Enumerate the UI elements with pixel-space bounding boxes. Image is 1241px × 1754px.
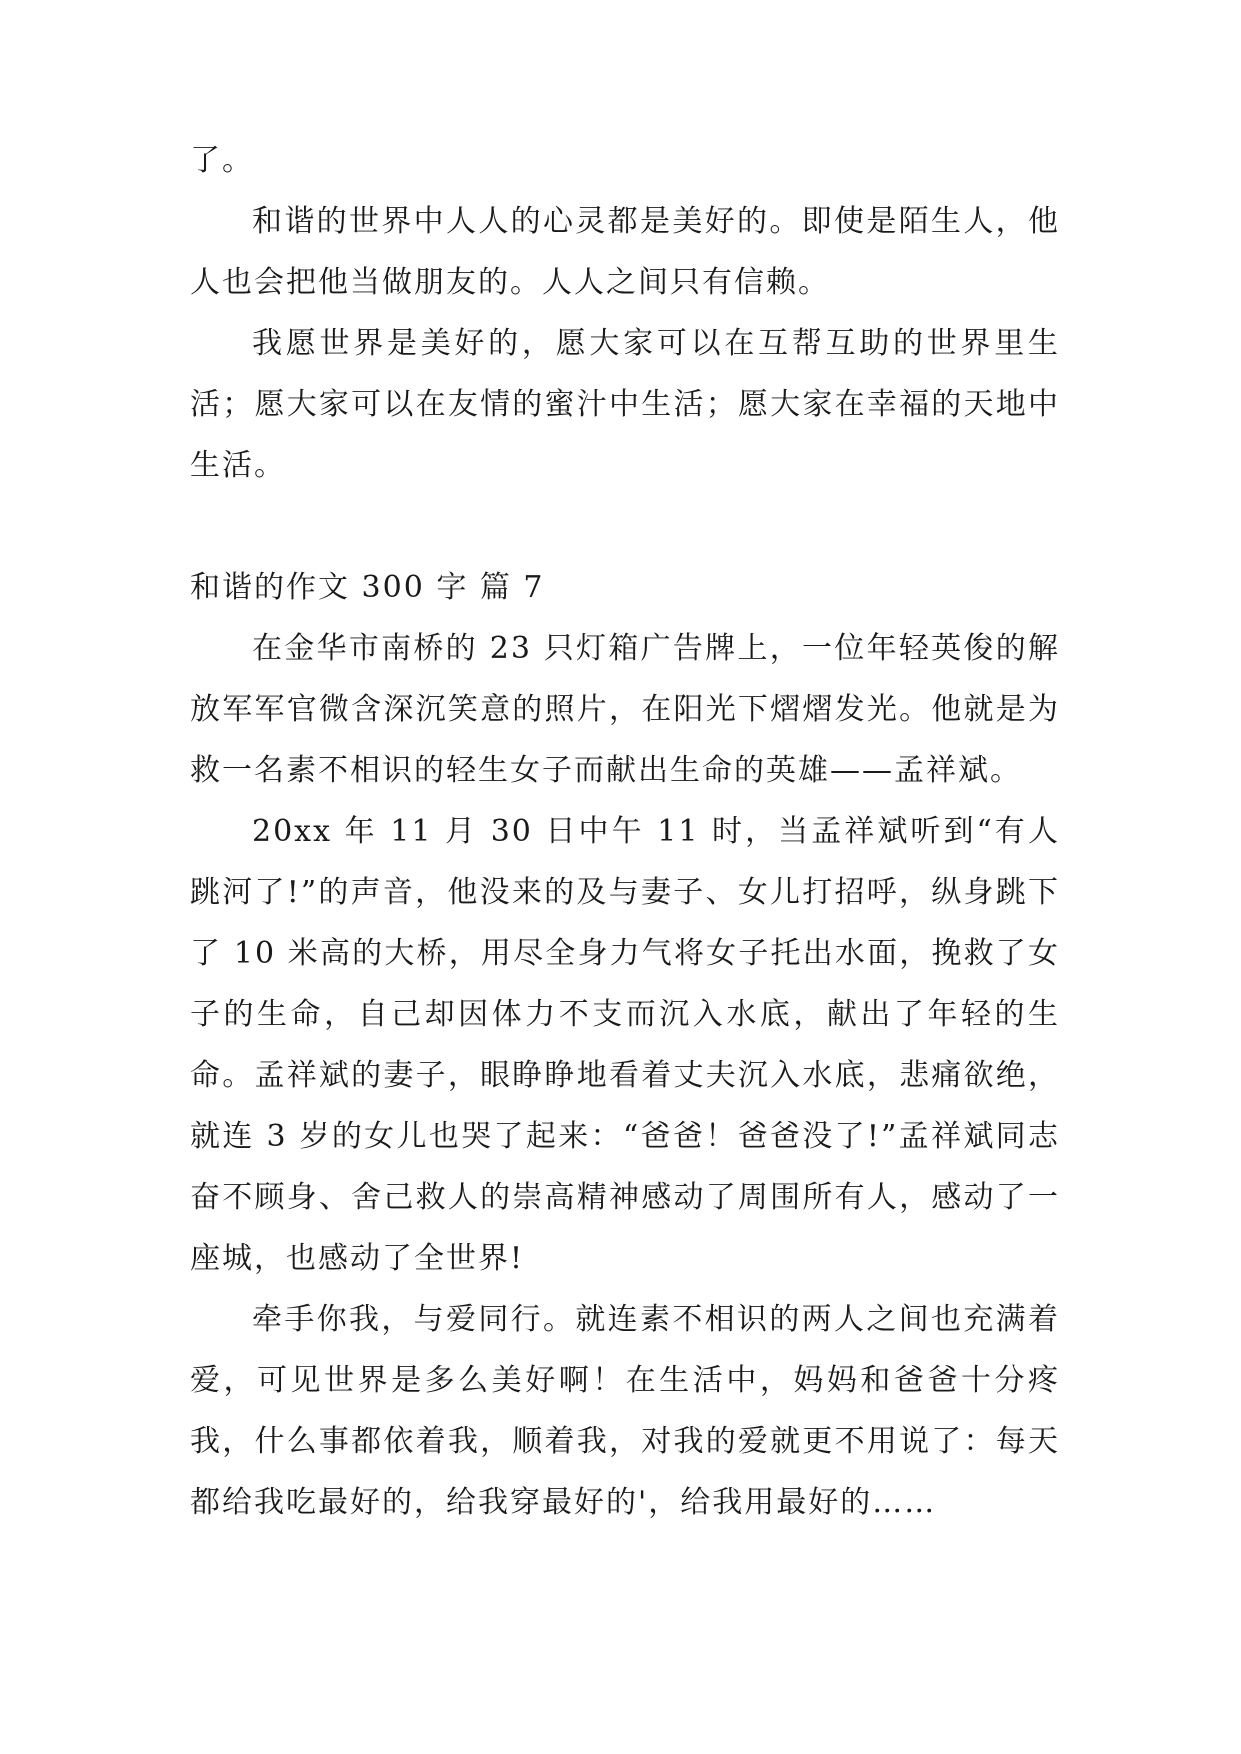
document-page	[190, 130, 1060, 1533]
paragraph-wish: 我愿世界是美好的，愿大家可以在互帮互助的世界里生活；愿大家可以在友情的蜜汁中生活；愿大家在幸福的天地中生活。	[190, 326, 1060, 483]
paragraph-love: 牵手你我，与爱同行。就连素不相识的两人之间也充满着爱，可见世界是多么美好啊！在生活中，妈妈和爸爸十分疼我，什么事都依着我，顺着我，对我的爱就更不用说了：每天都给我吃最好的，给我穿最好的'，给我用最好的……	[190, 1302, 1060, 1520]
paragraph-harmony-hearts: 和谐的世界中人人的心灵都是美好的。即使是陌生人，他人也会把他当做朋友的。人人之间只有信赖。	[190, 204, 1060, 300]
paragraph-hero-intro: 在金华市南桥的 23 只灯箱广告牌上，一位年轻英俊的解放军军官微含深沉笑意的照片，在阳光下熠熠发光。他就是为救一名素不相识的轻生女子而献出生命的英雄——孟祥斌。	[190, 631, 1060, 788]
paragraph-continuation: 了。	[190, 143, 254, 178]
paragraph-rescue-story: 20xx 年 11 月 30 日中午 11 时，当孟祥斌听到“有人跳河了!”的声音，他没来的及与妻子、女儿打招呼，纵身跳下了 10 米高的大桥，用尽全身力气将女子托出水面，挽救了女子的生命，自己却因体力不支而沉入水底，献出了年轻的生命。孟祥斌的妻子，眼睁睁地看着丈夫沉入水底，悲痛欲绝，就连 3 岁的女儿也哭了起来：“爸爸！爸爸没了!”孟祥斌同志奋不顾身、舍己救人的崇高精神感动了周围所有人，感动了一座城，也感动了全世界!	[190, 814, 1060, 1276]
section-title: 和谐的作文 300 字 篇 7	[190, 570, 545, 605]
